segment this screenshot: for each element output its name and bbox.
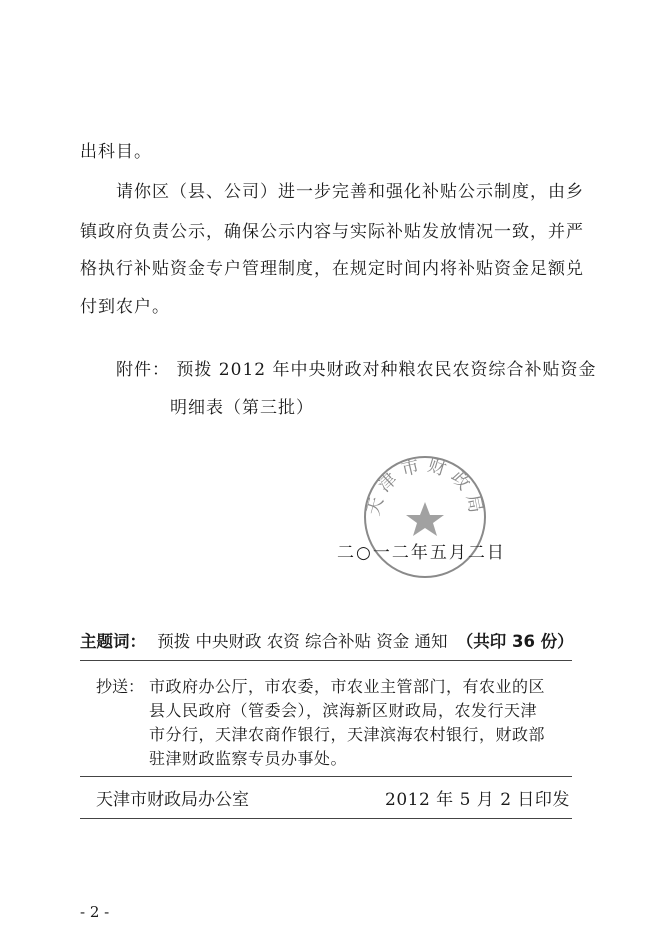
cc-recipients xyxy=(149,675,577,771)
subject-label: 主题词： xyxy=(80,632,146,651)
cc-label: 抄送： xyxy=(96,677,145,696)
issuing-office: 天津市财政局办公室 xyxy=(96,790,249,810)
seal-text: 天津市财政局 xyxy=(362,454,488,521)
paragraph-line: 请你区（县、公司）进一步完善和强化补贴公示制度，由乡 xyxy=(116,182,584,202)
cc-line: 市政府办公厅，市农委，市农业主管部门，有农业的区 xyxy=(149,677,546,696)
attachment-line: 明细表（第三批） xyxy=(170,398,314,418)
print-count: （共印 36 份） xyxy=(456,632,574,651)
issued-date: 2012 年 5 月 2 日印发 xyxy=(385,790,570,810)
divider xyxy=(80,660,572,661)
paragraph-line: 镇政府负责公示，确保公示内容与实际补贴发放情况一致，并严 xyxy=(80,222,584,242)
page-number: - 2 - xyxy=(80,903,110,921)
divider xyxy=(80,776,572,777)
subject-keyword-list: 预拨 中央财政 农资 综合补贴 资金 通知 xyxy=(157,632,448,651)
attachment-line: 附件： 预拨 2012 年中央财政对种粮农民农资综合补贴资金 xyxy=(116,360,597,380)
document-date: 二○一二年五月二日 xyxy=(337,543,506,563)
paragraph-line: 付到农户。 xyxy=(80,297,170,317)
paragraph-continuation: 出科目。 xyxy=(80,142,152,162)
cc-line: 市分行，天津农商作银行，天津滨海农村银行，财政部 xyxy=(149,725,546,744)
paragraph-line: 格执行补贴资金专户管理制度，在规定时间内将补贴资金足额兑 xyxy=(80,259,584,279)
seal-star-icon xyxy=(406,502,444,536)
cc-line: 县人民政府（管委会），滨海新区财政局，农发行天津 xyxy=(149,701,538,720)
cc-line: 驻津财政监察专员办事处。 xyxy=(149,749,348,768)
subject-keywords xyxy=(80,628,574,652)
divider xyxy=(80,818,572,819)
